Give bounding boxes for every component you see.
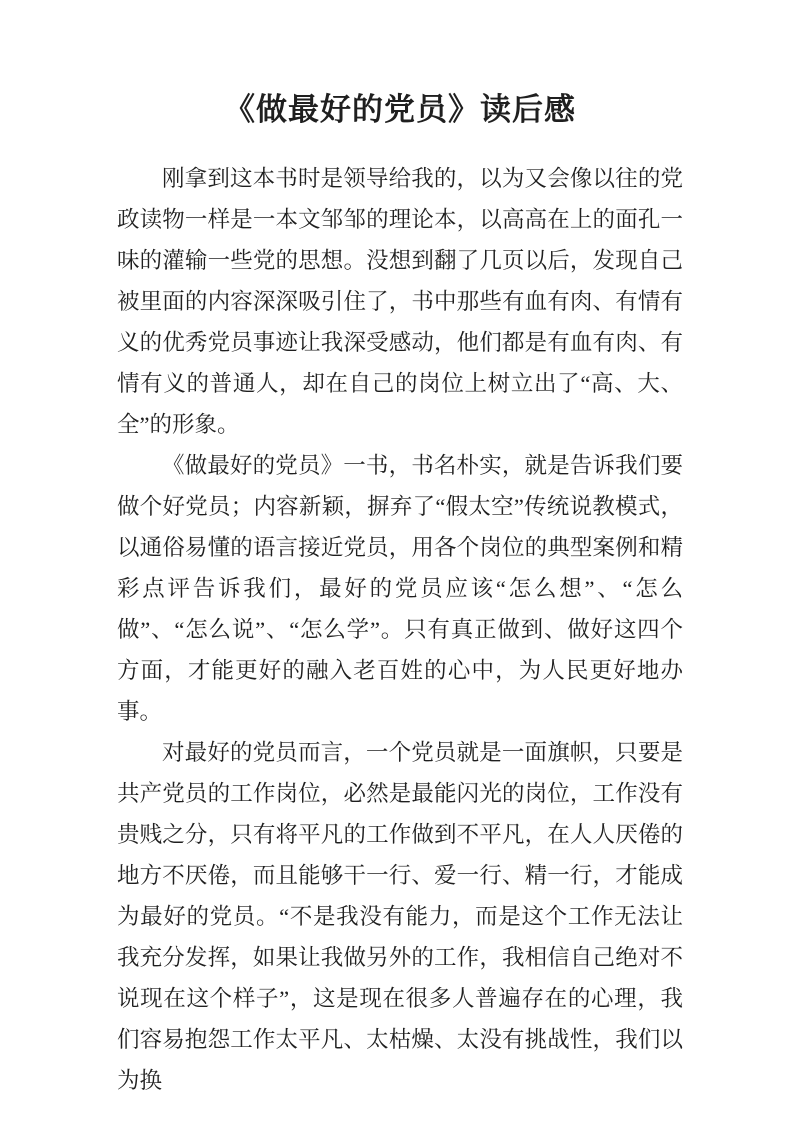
document-title: 《做最好的党员》读后感 — [224, 92, 576, 127]
paragraph-reflection: 对最好的党员而言，一个党员就是一面旗帜，只要是共产党员的工作岗位，必然是最能闪光的岗位，工作没有贵贱之分，只有将平凡的工作做到不平凡，在人人厌倦的地方不厌倦，而且能够干一行、爱一行、精一行，才能成为最好的党员。“不是我没有能力，而是这个工作无法让我充分发挥，如果让我做另外的工作，我相信自己绝对不说现在这个样子”，这是现在很多人普遍存在的心理，我们容易抱怨工作太平凡、太枯燥、太没有挑战性，我们以为换 — [117, 740, 683, 1093]
paragraph-intro: 刚拿到这本书时是领导给我的，以为又会像以往的党政读物一样是一本文邹邹的理论本，以高高在上的面孔一味的灌输一些党的思想。没想到翻了几页以后，发现自己被里面的内容深深吸引住了，书中那些有血有肉、有情有义的优秀党员事迹让我深受感动，他们都是有血有肉、有情有义的普通人，却在自己的岗位上树立出了“高、大、全”的形象。 — [117, 166, 683, 437]
paragraph-book-summary: 《做最好的党员》一书，书名朴实，就是告诉我们要做个好党员；内容新颖，摒弃了“假太空”传统说教模式，以通俗易懂的语言接近党员，用各个岗位的典型案例和精彩点评告诉我们，最好的党员应该“怎么想”、“怎么做”、“怎么说”、“怎么学”。只有真正做到、做好这四个方面，才能更好的融入老百姓的心中，为人民更好地办事。 — [117, 453, 683, 724]
